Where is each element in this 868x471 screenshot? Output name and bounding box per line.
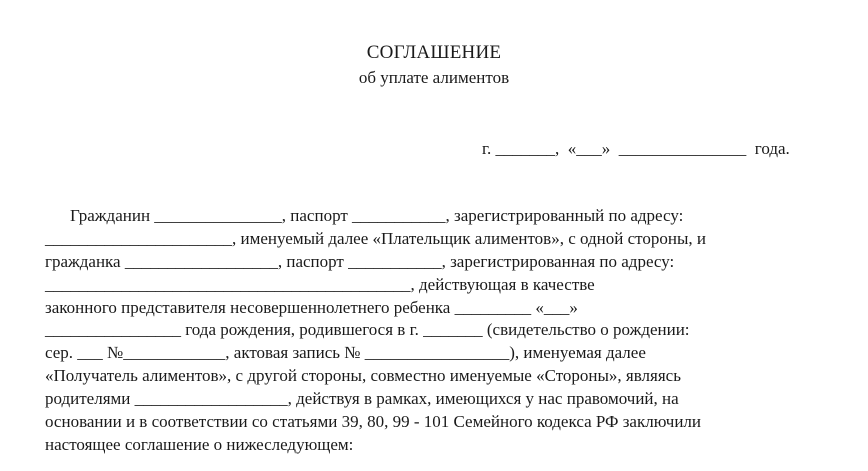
body-line-11: настоящее соглашение о нижеследующем: [45, 434, 354, 454]
body-line-3: гражданка __________________, паспорт ___________, зарегистрированная по адресу: [45, 251, 675, 271]
agreement-body [45, 205, 835, 457]
body-line-5: законного представителя несовершеннолетнего ребенка _________ «___» [45, 297, 578, 317]
body-line-10: основании и в соответствии со статьями 39, 80, 99 - 101 Семейного кодекса РФ заключили [45, 412, 701, 432]
body-line-7: сер. ___ №____________, актовая запись № _________________), именуемая далее [45, 343, 646, 363]
body-line-9: родителями __________________, действуя в рамках, имеющихся у нас правомочий, на [45, 389, 679, 409]
body-line-1: Гражданин _______________, паспорт ___________, зарегистрированный по адресу: [70, 206, 684, 225]
body-line-4: ___________________________________________, действующая в качестве [45, 274, 595, 294]
body-line-8: «Получатель алиментов», с другой стороны, совместно именуемые «Стороны», являясь [45, 366, 681, 386]
document-subtitle: об уплате алиментов [358, 68, 510, 87]
document-title: СОГЛАШЕНИЕ [366, 42, 502, 63]
date-line: г. _______, «___» _______________ года. [482, 139, 790, 158]
body-line-2: ______________________, именуемый далее «Плательщик алиментов», с одной стороны, и [45, 228, 706, 248]
body-line-6: ________________ года рождения, родившегося в г. _______ (свидетельство о рождении: [45, 320, 690, 340]
